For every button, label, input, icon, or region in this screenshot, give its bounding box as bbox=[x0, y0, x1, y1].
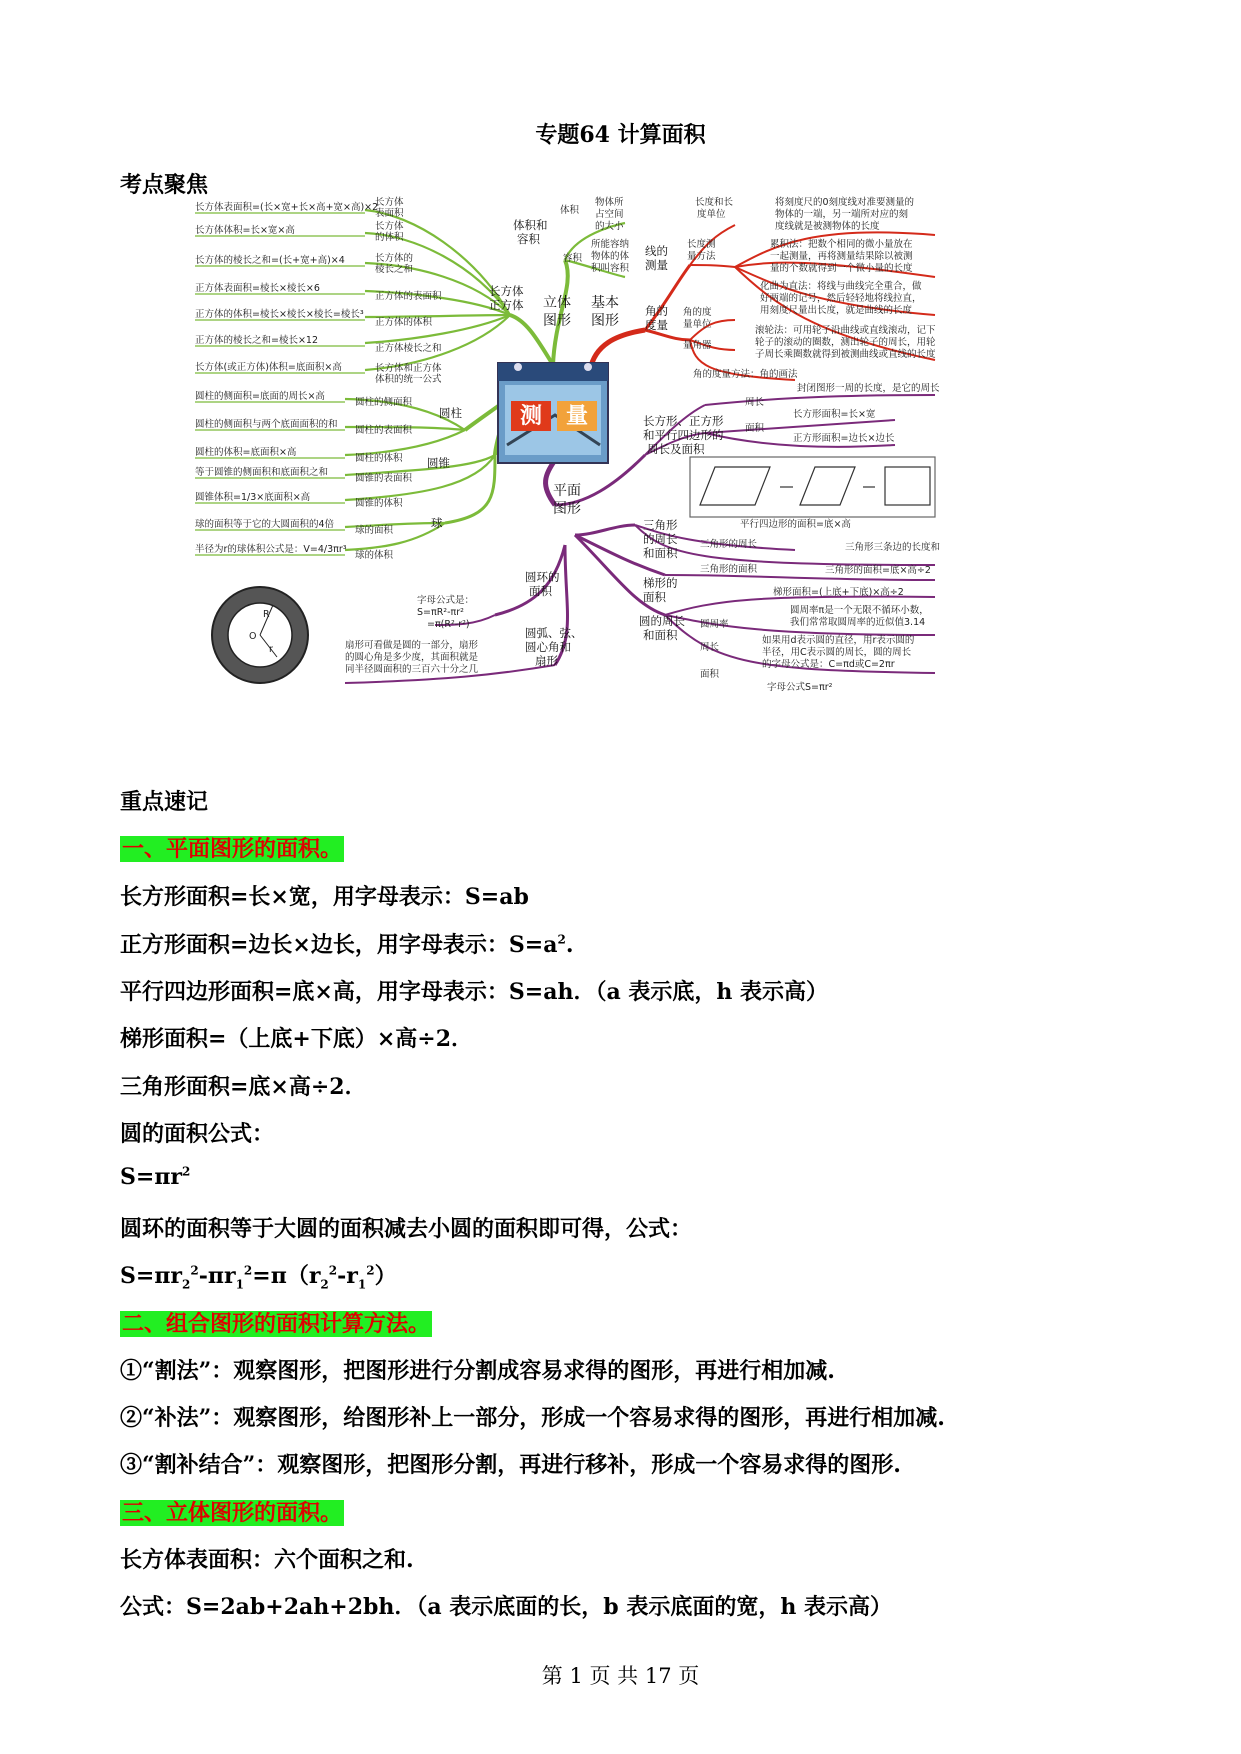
name-2b: 的体积 bbox=[375, 232, 404, 243]
parallelogram-area-line: 平行四边形面积=底×高，用字母表示：S=ah．（a 表示底，h 表示高） bbox=[120, 979, 829, 1005]
tiji-desc-3: 的大小 bbox=[595, 221, 624, 232]
perimeter-desc: 封闭图形一周的长度，是它的周长 bbox=[797, 383, 940, 394]
basic-label-1: 基本 bbox=[591, 295, 619, 311]
tri-per-desc: 三角形三条边的长度和 bbox=[845, 542, 941, 553]
rect-area: 长方形面积=长×宽 bbox=[793, 409, 876, 420]
name-3b: 棱长之和 bbox=[375, 264, 414, 275]
formula-12: 圆锥体积=1/3×底面积×高 bbox=[195, 492, 311, 503]
formula-5: 正方体的体积=棱长×棱长×棱长=棱长³ bbox=[195, 309, 364, 320]
name-9: 圆柱的表面积 bbox=[355, 425, 413, 436]
formula-1: 长方体表面积=(长×宽+长×高+宽×高)×2 bbox=[195, 202, 379, 213]
formula-11: 等于圆锥的侧面积和底面积之和 bbox=[195, 467, 329, 478]
method-cut: ①“割法”：观察图形，把图形进行分割成容易求得的图形，再进行相加减. bbox=[120, 1358, 835, 1384]
trap-1: 梯形的 bbox=[643, 576, 678, 590]
sector-desc-3: 同半径圆面积的三百六十分之几 bbox=[345, 664, 479, 675]
cuboid-2: 正方体 bbox=[489, 298, 524, 312]
plane-label-1: 平面 bbox=[553, 483, 581, 499]
name-4: 正方体的表面积 bbox=[375, 291, 442, 302]
method-1: 长度测 bbox=[687, 239, 716, 250]
page-footer: 第 1 页 共 17 页 bbox=[541, 1664, 700, 1688]
name-7a: 长方体和正方体 bbox=[375, 363, 442, 374]
circ-area-desc: 字母公式S=πr² bbox=[767, 682, 833, 693]
formula-3: 长方体的棱长之和=(长+宽+高)×4 bbox=[195, 255, 345, 266]
rect-2: 和平行四边形的 bbox=[643, 428, 724, 442]
circle-2: 和面积 bbox=[643, 628, 678, 642]
rongji-desc-2: 物体的体 bbox=[591, 251, 630, 262]
circ-per-desc-3: 的字母公式是：C=πd或C=2πr bbox=[762, 659, 895, 670]
ring-area-line: 圆环的面积等于大圆的面积减去小圆的面积即可得，公式： bbox=[120, 1216, 693, 1242]
name-1a: 长方体 bbox=[375, 197, 404, 208]
center-char-2: 量 bbox=[565, 404, 589, 429]
unit-2: 度单位 bbox=[697, 209, 726, 220]
name-6: 正方体棱长之和 bbox=[375, 343, 442, 354]
tri-1: 三角形 bbox=[643, 518, 678, 532]
solid-formulas bbox=[195, 201, 378, 555]
formula-13: 球的面积等于它的大圆面积的4倍 bbox=[195, 519, 335, 530]
method-2: 量方法 bbox=[687, 251, 716, 262]
ring-1: 圆环的 bbox=[525, 570, 560, 584]
basic-label-2: 图形 bbox=[591, 313, 619, 329]
circ-per-desc-2: 半径，用C表示圆的周长，圆的周长 bbox=[762, 647, 912, 658]
angle-2: 度量 bbox=[645, 318, 668, 332]
m3-3: 子周长乘圈数就得到被测曲线或直线的长度 bbox=[755, 349, 936, 360]
rect-area-line: 长方形面积=长×宽，用字母表示：S=ab bbox=[120, 884, 529, 910]
m3-2: 轮子的滚动的圈数，测出轮子的周长，用轮 bbox=[755, 337, 936, 348]
ring-desc-3: =π(R²-r²) bbox=[427, 619, 470, 630]
angle-unit-1: 角的度 bbox=[683, 307, 712, 318]
area: 面积 bbox=[745, 423, 765, 434]
cylinder: 圆柱 bbox=[439, 406, 462, 420]
page-title: 专题64 计算面积 bbox=[535, 122, 706, 148]
name-10: 圆柱的体积 bbox=[355, 453, 403, 464]
rongji: 容积 bbox=[563, 253, 583, 264]
name-14: 球的体积 bbox=[355, 550, 394, 561]
name-13: 球的面积 bbox=[355, 525, 394, 536]
formula-7: 长方体(或正方体)体积=底面积×高 bbox=[195, 362, 342, 373]
rongji-desc-3: 积叫容积 bbox=[591, 263, 630, 274]
protractor: 量角器 bbox=[683, 340, 712, 351]
circ-per-desc-1: 如果用d表示圆的直径，用r表示圆的 bbox=[762, 635, 915, 646]
angle-1: 角的 bbox=[645, 304, 668, 318]
cuboid-1: 长方体 bbox=[489, 284, 524, 298]
parallelogram-diagram bbox=[690, 457, 935, 517]
ring-figure bbox=[212, 587, 308, 683]
formula-9: 圆柱的侧面积与两个底面面积的和 bbox=[195, 419, 338, 430]
sector-1: 圆弧、弦、 bbox=[525, 626, 583, 640]
rect-1: 长方形、正方形 bbox=[643, 414, 724, 428]
trap-desc: 梯形面积=(上底+下底)×高÷2 bbox=[773, 587, 904, 598]
unit-desc-3: 度线就是被测物体的长度 bbox=[775, 221, 880, 232]
center-char-1: 测 bbox=[519, 404, 543, 429]
solid-names bbox=[355, 196, 442, 561]
vol-cap-1: 体积和 bbox=[513, 218, 548, 232]
tiji: 体积 bbox=[560, 205, 580, 216]
name-12: 圆锥的体积 bbox=[355, 498, 403, 509]
ring-O-label: O bbox=[249, 631, 257, 642]
ring-2: 面积 bbox=[529, 584, 552, 598]
angle-unit-2: 量单位 bbox=[683, 319, 712, 330]
pi-desc-2: 我们常常取圆周率的近似值3.14 bbox=[790, 617, 926, 628]
tri-per: 三角形的周长 bbox=[700, 539, 758, 550]
formula-14: 半径为r的球体积公式是：V=4/3πr³ bbox=[195, 544, 347, 555]
cuboid-surface-line: 长方体表面积：六个面积之和. bbox=[120, 1547, 414, 1573]
triangle-area-line: 三角形面积=底×高÷2． bbox=[120, 1074, 367, 1100]
name-2a: 长方体 bbox=[375, 221, 404, 232]
square-area: 正方形面积=边长×边长 bbox=[793, 433, 895, 444]
tri-area-desc: 三角形的面积=底×高÷2 bbox=[825, 565, 931, 576]
formula-8: 圆柱的侧面积=底面的周长×高 bbox=[195, 391, 325, 402]
m1-2: 一起测量，再将测量结果除以被测 bbox=[770, 251, 913, 262]
sector-3: 扇形 bbox=[535, 654, 558, 668]
name-5: 正方体的体积 bbox=[375, 317, 433, 328]
unit-1: 长度和长 bbox=[695, 197, 734, 208]
cuboid-formula-line: 公式：S=2ab+2ah+2bh．（a 表示底面的长，b 表示底面的宽，h 表示高） bbox=[120, 1594, 892, 1620]
name-1b: 表面积 bbox=[375, 208, 404, 219]
sector-desc-1: 扇形可看做是圆的一部分，扇形 bbox=[345, 640, 479, 651]
circ-area: 面积 bbox=[700, 669, 720, 680]
rect-3: 周长及面积 bbox=[647, 442, 705, 456]
sector-desc-2: 的圆心角是多少度，其面积就是 bbox=[345, 652, 479, 663]
mind-map-diagram bbox=[195, 197, 1055, 770]
name-3a: 长方体的 bbox=[375, 253, 414, 264]
sector-2: 圆心角和 bbox=[525, 640, 571, 654]
m3-1: 滚轮法：可用轮子沿曲线或直线滚动，记下 bbox=[755, 325, 936, 336]
ring-desc-2: S=πR²-πr² bbox=[417, 607, 464, 618]
heading-composite-area: 二、组合图形的面积计算方法。 bbox=[122, 1311, 431, 1337]
perimeter: 周长 bbox=[745, 397, 765, 408]
sphere: 球 bbox=[431, 516, 443, 530]
unit-desc-2: 物体的一端，另一端所对应的刻 bbox=[775, 209, 909, 220]
tri-3: 和面积 bbox=[643, 546, 678, 560]
section-heading-summary: 重点速记 bbox=[120, 789, 209, 815]
circle-1: 圆的周长 bbox=[639, 614, 685, 628]
tiji-desc-2: 占空间 bbox=[595, 209, 624, 220]
m2-2: 好两端的记号，然后轻轻地将线拉直， bbox=[760, 293, 922, 304]
heading-solid-area: 三、立体图形的面积。 bbox=[122, 1500, 343, 1526]
line-measure-2: 测量 bbox=[645, 258, 668, 272]
circ-per: 周长 bbox=[700, 642, 720, 653]
method-fill: ②“补法”：观察图形，给图形补上一部分，形成一个容易求得的图形，再进行相加减. bbox=[120, 1405, 945, 1431]
trap-2: 面积 bbox=[643, 590, 666, 604]
ring-R-label: R bbox=[263, 609, 270, 620]
ring-desc-1: 字母公式是： bbox=[417, 595, 475, 606]
cone: 圆锥 bbox=[427, 456, 450, 470]
section-heading-focus: 考点聚焦 bbox=[120, 172, 209, 198]
tri-area: 三角形的面积 bbox=[700, 564, 758, 575]
name-7b: 体积的统一公式 bbox=[375, 374, 442, 385]
line-measure-1: 线的 bbox=[645, 244, 668, 258]
m1-3: 量的个数就得到一个微小量的长度 bbox=[770, 263, 913, 274]
tiji-desc-1: 物体所 bbox=[595, 197, 624, 208]
formula-2: 长方体体积=长×宽×高 bbox=[195, 225, 295, 236]
circle-area-formula: $S=\pi r^2$ bbox=[120, 1164, 191, 1190]
heading-plane-area: 一、平面图形的面积。 bbox=[122, 836, 343, 862]
para-caption: 平行四边形的面积=底×高 bbox=[740, 519, 851, 530]
plane-label-2: 图形 bbox=[553, 501, 581, 517]
pi-desc-1: 圆周率π是一个无限不循环小数， bbox=[790, 605, 929, 616]
formula-10: 圆柱的体积=底面积×高 bbox=[195, 447, 297, 458]
ring-r-label: r bbox=[269, 644, 273, 655]
vol-cap-2: 容积 bbox=[517, 232, 540, 246]
m1-1: 累积法：把数个相同的微小量放在 bbox=[770, 239, 913, 250]
formula-6: 正方体的棱长之和=棱长×12 bbox=[195, 335, 319, 346]
m2-1: 化曲为直法：将线与曲线完全重合，做 bbox=[760, 281, 922, 292]
pi: 圆周率 bbox=[700, 619, 729, 630]
solid-label-1: 立体 bbox=[543, 295, 571, 311]
center-calendar-icon bbox=[498, 363, 608, 463]
trapezoid-area-line: 梯形面积=（上底+下底）×高÷2． bbox=[120, 1026, 474, 1052]
formula-4: 正方体表面积=棱长×棱长×6 bbox=[195, 283, 320, 294]
ring-area-formula: $S=\pi r_2^2-\pi r_1^2=\pi(r_2^2-r_1^2)$ bbox=[120, 1263, 397, 1292]
circle-area-label: 圆的面积公式： bbox=[120, 1121, 275, 1147]
tri-2: 的周长 bbox=[643, 532, 678, 546]
m2-3: 用刻度尺量出长度，就是曲线的长度 bbox=[760, 305, 913, 316]
name-11: 圆锥的表面积 bbox=[355, 473, 413, 484]
angle-method: 角的度量方法：角的画法 bbox=[693, 369, 798, 380]
rongji-desc-1: 所能容纳 bbox=[591, 239, 630, 250]
unit-desc-1: 将刻度尺的0刻度线对准要测量的 bbox=[775, 197, 915, 208]
solid-label-2: 图形 bbox=[543, 313, 571, 329]
name-8: 圆柱的侧面积 bbox=[355, 397, 413, 408]
method-cut-fill: ③“割补结合”：观察图形，把图形分割，再进行移补，形成一个容易求得的图形. bbox=[120, 1452, 901, 1478]
basic-labels bbox=[591, 196, 936, 380]
square-area-line: 正方形面积=边长×边长，用字母表示：$S=a^2$. bbox=[120, 932, 574, 958]
